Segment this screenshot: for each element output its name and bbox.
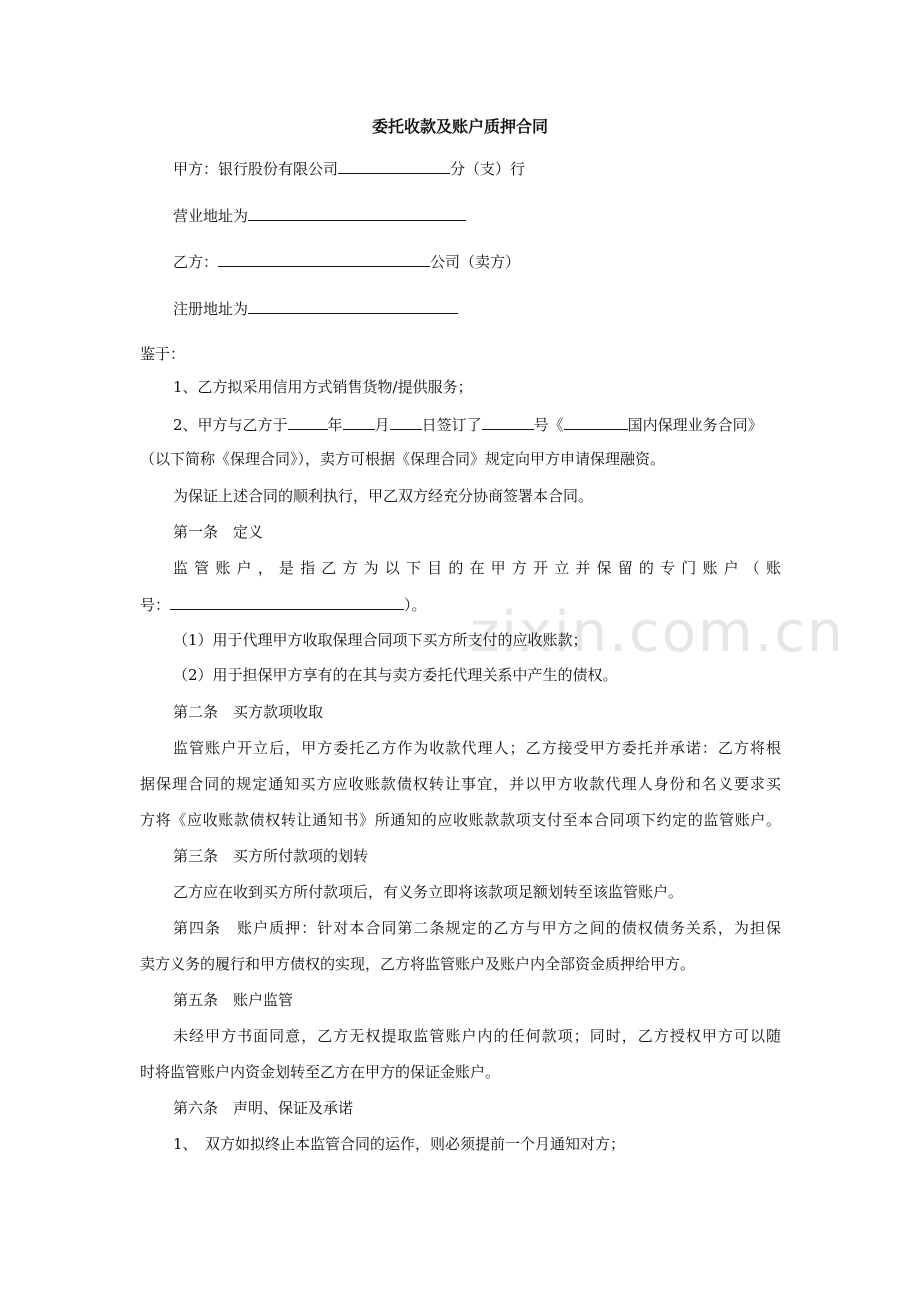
day-label: 日签订了 bbox=[421, 416, 482, 434]
party-a-line bbox=[173, 157, 525, 179]
party-a-branch-blank[interactable] bbox=[338, 157, 450, 174]
party-b-prefix: 乙方： bbox=[173, 253, 219, 271]
article-1-heading: 第一条 定义 bbox=[173, 523, 264, 541]
contract-number-blank[interactable] bbox=[482, 413, 534, 430]
recital-1: 1、乙方拟采用信用方式销售货物/提供服务； bbox=[173, 378, 473, 396]
recital-2-line-1 bbox=[173, 413, 781, 435]
whereas-label: 鉴于： bbox=[140, 345, 186, 363]
article-2-line-3: 方将《应收账款债权转让通知书》所通知的应收账款款项支付至本合同项下约定的监管账户。 bbox=[140, 811, 781, 829]
party-b-address-blank[interactable] bbox=[248, 297, 458, 314]
article-3-heading: 第三条 买方所付款项的划转 bbox=[173, 847, 369, 865]
intro-paragraph: 为保证上述合同的顺利执行，甲乙双方经充分协商签署本合同。 bbox=[173, 487, 594, 505]
contract-title-text: 国内保理业务合同》 bbox=[627, 416, 763, 434]
party-b-line bbox=[173, 250, 520, 272]
article-1-item-2: （2）用于担保甲方享有的在其与卖方委托代理关系中产生的债权。 bbox=[173, 666, 618, 684]
article-4-line-1: 第四条 账户质押：针对本合同第二条规定的乙方与甲方之间的债权债务关系，为担保 bbox=[173, 919, 781, 937]
month-label: 月 bbox=[374, 416, 390, 434]
document-title: 委托收款及账户质押合同 bbox=[371, 117, 548, 136]
article-6-heading: 第六条 声明、保证及承诺 bbox=[173, 1099, 354, 1117]
article-1-line-2 bbox=[140, 593, 427, 615]
article-2-line-2: 据保理合同的规定通知买方应收账款债权转让事宜，并以甲方收款代理人身份和名义要求买 bbox=[140, 775, 781, 793]
party-b-address-line bbox=[173, 297, 458, 319]
article-2-heading: 第二条 买方款项收取 bbox=[173, 703, 324, 721]
party-a-address-blank[interactable] bbox=[248, 204, 466, 221]
article-6-item-1: 1、 双方如拟终止本监管合同的运作，则必须提前一个月通知对方； bbox=[173, 1135, 626, 1153]
party-a-prefix: 甲方：银行股份有限公司 bbox=[173, 160, 339, 178]
party-b-address-label: 注册地址为 bbox=[173, 300, 249, 318]
year-blank[interactable] bbox=[288, 413, 328, 430]
day-blank[interactable] bbox=[390, 413, 422, 430]
account-number-blank[interactable] bbox=[170, 593, 404, 610]
account-number-label: 号： bbox=[140, 596, 171, 614]
article-5-heading: 第五条 账户监管 bbox=[173, 991, 294, 1009]
contract-name-blank[interactable] bbox=[564, 413, 628, 430]
account-number-close: ）。 bbox=[404, 596, 427, 614]
article-1-item-1: （1）用于代理甲方收取保理合同项下买方所支付的应收账款； bbox=[173, 631, 588, 649]
party-a-suffix: 分（支）行 bbox=[450, 160, 526, 178]
article-2-line-1: 监管账户开立后，甲方委托乙方作为收款代理人；乙方接受甲方委托并承诺：乙方将根 bbox=[173, 739, 781, 757]
article-5-line-1: 未经甲方书面同意，乙方无权提取监管账户内的任何款项；同时，乙方授权甲方可以随 bbox=[173, 1027, 781, 1045]
party-b-name-blank[interactable] bbox=[218, 250, 430, 267]
recital-2-line-2: （以下简称《保理合同》），卖方可根据《保理合同》规定向甲方申请保理融资。 bbox=[140, 450, 666, 468]
party-b-suffix: 公司（卖方） bbox=[430, 253, 521, 271]
party-a-address-line bbox=[173, 204, 466, 226]
article-1-line-1: 监管账户，是指乙方为以下目的在甲方开立并保留的专门账户（账 bbox=[173, 559, 781, 577]
party-a-address-label: 营业地址为 bbox=[173, 207, 249, 225]
article-5-line-2: 时将监管账户内资金划转至乙方在甲方的保证金账户。 bbox=[140, 1063, 501, 1081]
number-label: 号《 bbox=[533, 416, 564, 434]
article-4-line-2: 卖方义务的履行和甲方债权的实现，乙方将监管账户及账户内全部资金质押给甲方。 bbox=[140, 955, 696, 973]
watermark: zixin.com.cn bbox=[470, 600, 845, 665]
recital-2-text: 2、甲方与乙方于 bbox=[173, 416, 288, 434]
year-label: 年 bbox=[327, 416, 343, 434]
article-3-line-1: 乙方应在收到买方所付款项后，有义务立即将该款项足额划转至该监管账户。 bbox=[173, 883, 684, 901]
month-blank[interactable] bbox=[343, 413, 375, 430]
